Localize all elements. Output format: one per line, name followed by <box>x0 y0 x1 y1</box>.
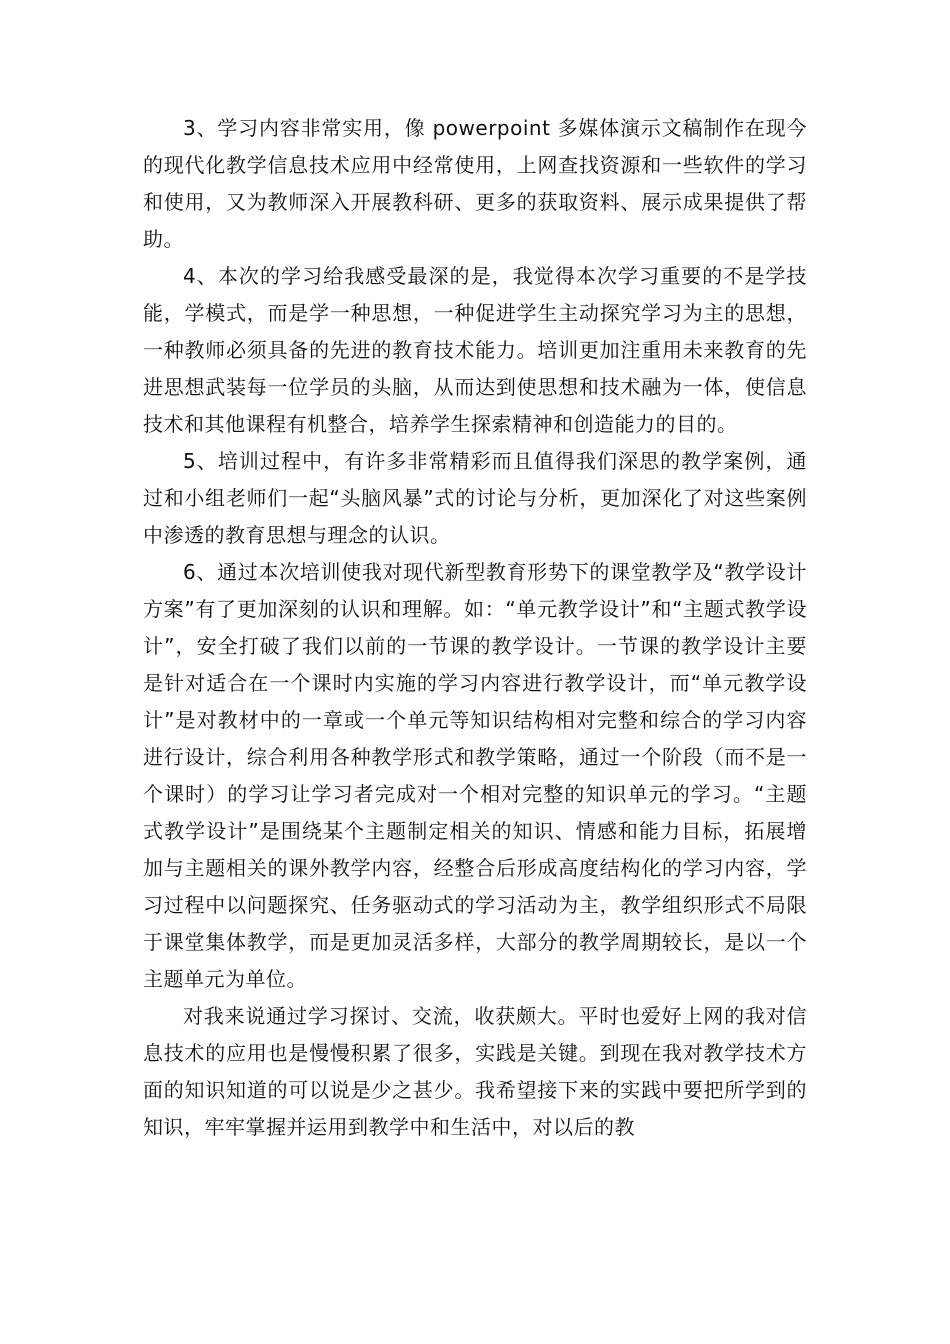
paragraph-item-6: 6、通过本次培训使我对现代新型教育形势下的课堂教学及“教学设计方案”有了更加深刻的认识和理解。如：“单元教学设计”和“主题式教学设计”，安全打破了我们以前的一节课的教学设计。一节课的教学设计主要是针对适合在一个课时内实施的学习内容进行教学设计，而“单元教学设计”是对教材中的一章或一个单元等知识结构相对完整和综合的学习内容进行设计，综合利用各种教学形式和教学策略，通过一个阶段（而不是一个课时）的学习让学习者完成对一个相对完整的知识单元的学习。“主题式教学设计”是围绕某个主题制定相关的知识、情感和能力目标，拓展增加与主题相关的课外教学内容，经整合后形成高度结构化的学习内容，学习过程中以问题探究、任务驱动式的学习活动为主，教学组织形式不局限于课堂集体教学，而是更加灵活多样，大部分的教学周期较长，是以一个主题单元为单位。 <box>143 560 807 991</box>
paragraph-item-3: 3、学习内容非常实用，像 powerpoint 多媒体演示文稿制作在现今的现代化教学信息技术应用中经常使用，上网查找资源和一些软件的学习和使用，又为教师深入开展教科研、更多的获取资料、展示成果提供了帮助。 <box>143 116 807 251</box>
document-body <box>143 110 807 1146</box>
paragraph-conclusion: 对我来说通过学习探讨、交流，收获颇大。平时也爱好上网的我对信息技术的应用也是慢慢积累了很多，实践是关键。到现在我对教学技术方面的知识知道的可以说是少之甚少。我希望接下来的实践中要把所学到的知识，牢牢掌握并运用到教学中和生活中，对以后的教 <box>143 1004 807 1139</box>
paragraph-item-5: 5、培训过程中，有许多非常精彩而且值得我们深思的教学案例，通过和小组老师们一起“头脑风暴”式的讨论与分析，更加深化了对这些案例中渗透的教育思想与理念的认识。 <box>143 449 807 547</box>
paragraph-item-4: 4、本次的学习给我感受最深的是，我觉得本次学习重要的不是学技能，学模式，而是学一种思想，一种促进学生主动探究学习为主的思想，一种教师必须具备的先进的教育技术能力。培训更加注重用未来教育的先进思想武装每一位学员的头脑，从而达到使思想和技术融为一体，使信息技术和其他课程有机整合，培养学生探索精神和创造能力的目的。 <box>143 264 807 436</box>
